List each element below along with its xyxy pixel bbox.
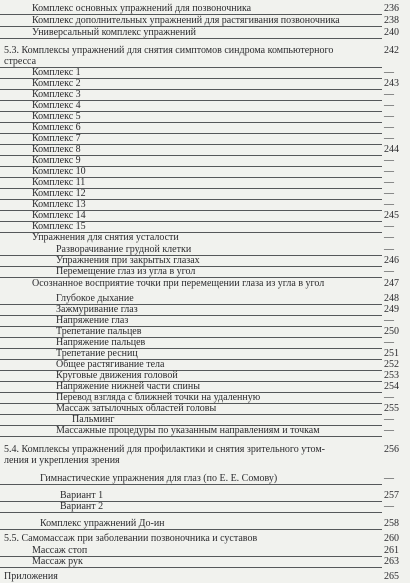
entry-page: — bbox=[384, 425, 394, 436]
entry-page: 238 bbox=[384, 15, 399, 26]
entry-title: Массаж затылочных областей головы bbox=[56, 403, 217, 414]
divider bbox=[0, 38, 382, 39]
entry-title: Круговые движения головой bbox=[56, 370, 178, 381]
entry-page: — bbox=[384, 199, 394, 210]
entry-title: Комплекс 5 bbox=[32, 111, 81, 122]
entry-title: Разворачивание грудной клетки bbox=[56, 244, 192, 255]
entry-title: Приложения bbox=[4, 571, 58, 582]
entry-page: 247 bbox=[384, 278, 399, 289]
entry-title: Комплекс 11 bbox=[32, 177, 86, 188]
entry-title: Пальминг bbox=[72, 414, 115, 425]
entry-title: Перемещение глаз из угла в угол bbox=[56, 266, 196, 277]
entry-page: 251 bbox=[384, 348, 399, 359]
entry-page: 253 bbox=[384, 370, 399, 381]
entry-title: Перевод взгляда с ближней точки на удаленную bbox=[56, 392, 261, 403]
entry-page: 244 bbox=[384, 144, 399, 155]
entry-title: Комплекс 10 bbox=[32, 166, 86, 177]
entry-page: — bbox=[384, 177, 394, 188]
entry-page: — bbox=[384, 232, 394, 243]
entry-page: 246 bbox=[384, 255, 399, 266]
entry-page: — bbox=[384, 221, 394, 232]
entry-page: — bbox=[384, 501, 394, 512]
entry-page: 245 bbox=[384, 210, 399, 221]
entry-title: 5.4. Комплексы упражнений для профилактики и снятия зрительного утом- bbox=[4, 444, 325, 455]
entry-title: Глубокое дыхание bbox=[56, 293, 134, 304]
entry-page: 254 bbox=[384, 381, 399, 392]
entry-page: — bbox=[384, 266, 394, 277]
entry-page: — bbox=[384, 67, 394, 78]
entry-title: Напряжение пальцев bbox=[56, 337, 146, 348]
entry-page: 258 bbox=[384, 518, 399, 529]
entry-page: — bbox=[384, 166, 394, 177]
entry-page: 257 bbox=[384, 490, 399, 501]
entry-title: Комплекс 8 bbox=[32, 144, 81, 155]
entry-title: Массаж стоп bbox=[32, 545, 88, 556]
entry-page: — bbox=[384, 244, 394, 255]
entry-page: 252 bbox=[384, 359, 399, 370]
entry-page: — bbox=[384, 89, 394, 100]
entry-title: ления и укрепления зрения bbox=[4, 455, 120, 466]
entry-page: 242 bbox=[384, 45, 399, 56]
entry-title: Осознанное восприятие точки при перемещении глаза из угла в угол bbox=[32, 278, 325, 289]
entry-title: Упражнения для снятия усталости bbox=[32, 232, 179, 243]
entry-page: 248 bbox=[384, 293, 399, 304]
divider bbox=[0, 414, 382, 415]
entry-page: 240 bbox=[384, 27, 399, 38]
entry-page: 265 bbox=[384, 571, 399, 582]
entry-title: Комплекс упражнений До-ин bbox=[40, 518, 165, 529]
entry-title: Трепетание пальцев bbox=[56, 326, 142, 337]
entry-title: Напряжение глаз bbox=[56, 315, 129, 326]
entry-title: Зажмуривание глаз bbox=[56, 304, 138, 315]
entry-title: Массаж рук bbox=[32, 556, 83, 567]
entry-page: — bbox=[384, 122, 394, 133]
entry-page: — bbox=[384, 392, 394, 403]
entry-page: 249 bbox=[384, 304, 399, 315]
entry-page: 236 bbox=[384, 3, 399, 14]
divider bbox=[0, 436, 382, 437]
entry-page: — bbox=[384, 100, 394, 111]
entry-title: стресса bbox=[4, 56, 37, 67]
entry-title: Комплекс 9 bbox=[32, 155, 81, 166]
entry-page: — bbox=[384, 133, 394, 144]
divider bbox=[0, 567, 382, 568]
entry-page: — bbox=[384, 315, 394, 326]
entry-page: — bbox=[384, 414, 394, 425]
entry-title: Комплекс 3 bbox=[32, 89, 81, 100]
entry-title: Комплекс 6 bbox=[32, 122, 81, 133]
entry-title: Комплекс 13 bbox=[32, 199, 86, 210]
entry-title: Комплекс 7 bbox=[32, 133, 81, 144]
entry-title: Комплекс 1 bbox=[32, 67, 81, 78]
entry-title: Комплекс дополнительных упражнений для растягивания позвоночника bbox=[32, 15, 340, 26]
entry-title: Комплекс основных упражнений для позвоночника bbox=[32, 3, 252, 14]
entry-title: Комплекс 15 bbox=[32, 221, 86, 232]
entry-page: 243 bbox=[384, 78, 399, 89]
entry-page: 261 bbox=[384, 545, 399, 556]
entry-page: — bbox=[384, 111, 394, 122]
entry-title: Вариант 1 bbox=[60, 490, 104, 501]
entry-title: 5.5. Самомассаж при заболевании позвоночника и суставов bbox=[4, 533, 258, 544]
entry-title: Массажные процедуры по указанным направлениям и точкам bbox=[56, 425, 320, 436]
entry-page: 260 bbox=[384, 533, 399, 544]
entry-page: — bbox=[384, 337, 394, 348]
entry-title: Общее растягивание тела bbox=[56, 359, 165, 370]
entry-page: 256 bbox=[384, 444, 399, 455]
entry-title: Напряжение нижней части спины bbox=[56, 381, 200, 392]
entry-title: 5.3. Комплексы упражнений для снятия симптомов синдрома компьютерного bbox=[4, 45, 334, 56]
divider bbox=[0, 529, 382, 530]
entry-title: Комплекс 14 bbox=[32, 210, 86, 221]
entry-title: Упражнения при закрытых глазах bbox=[56, 255, 200, 266]
entry-page: — bbox=[384, 188, 394, 199]
entry-page: — bbox=[384, 473, 394, 484]
divider bbox=[0, 501, 382, 502]
entry-title: Гимнастические упражнения для глаз (по Е. Е. Сомову) bbox=[40, 473, 278, 484]
entry-page: 250 bbox=[384, 326, 399, 337]
entry-title: Универсальный комплекс упражнений bbox=[32, 27, 196, 38]
entry-title: Комплекс 12 bbox=[32, 188, 86, 199]
entry-page: — bbox=[384, 155, 394, 166]
entry-title: Трепетание ресниц bbox=[56, 348, 138, 359]
entry-page: 263 bbox=[384, 556, 399, 567]
entry-title: Комплекс 2 bbox=[32, 78, 81, 89]
entry-title: Комплекс 4 bbox=[32, 100, 81, 111]
entry-page: 255 bbox=[384, 403, 399, 414]
entry-title: Вариант 2 bbox=[60, 501, 104, 512]
divider bbox=[0, 484, 382, 485]
divider bbox=[0, 512, 382, 513]
